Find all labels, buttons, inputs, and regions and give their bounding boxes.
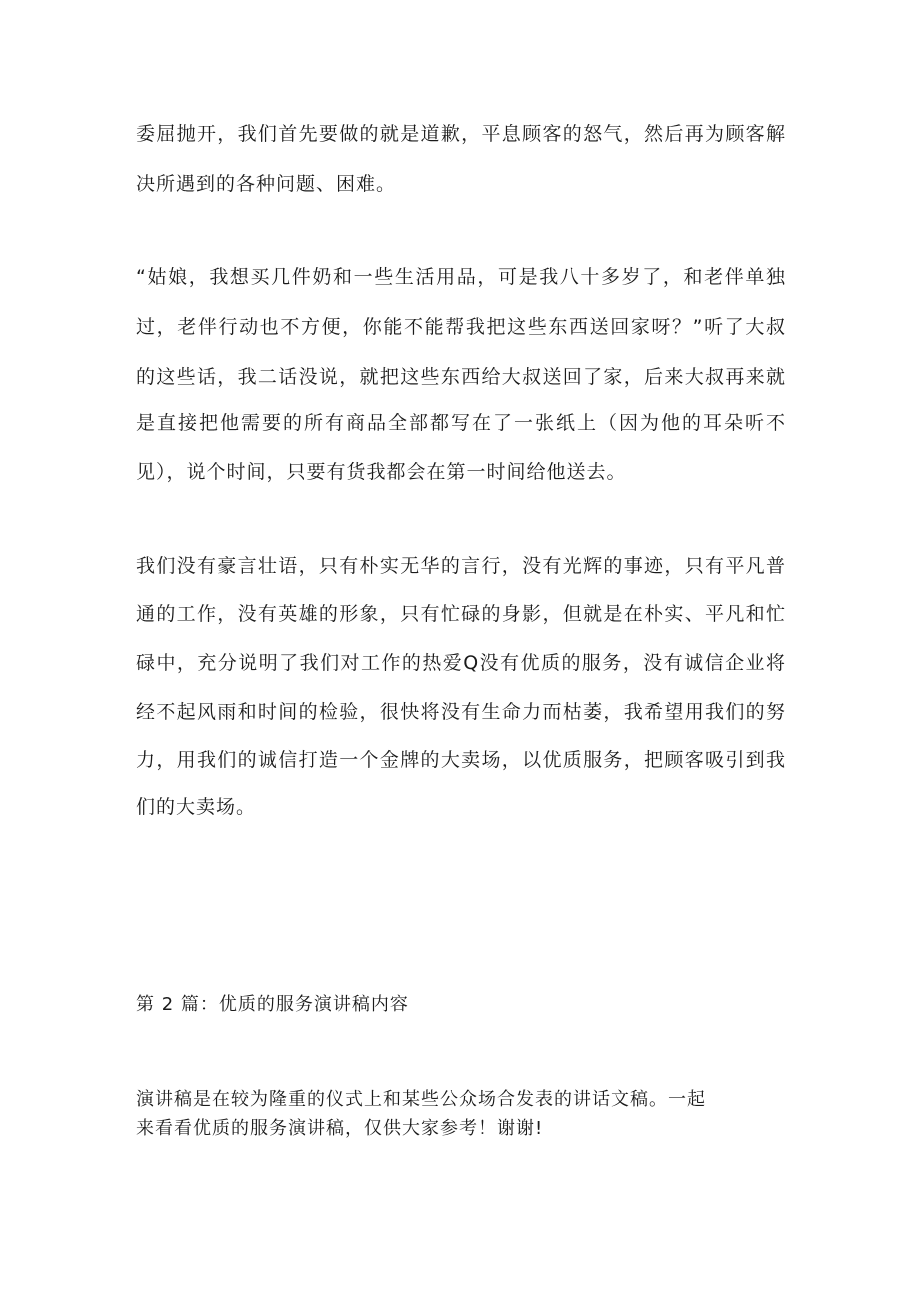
paragraph-line: 是直接把他需要的所有商品全部都写在了一张纸上（因为他的耳朵听不	[136, 412, 786, 434]
paragraph-line: 见），说个时间，只要有货我都会在第一时间给他送去。	[136, 461, 627, 483]
paragraph-line: 碌中，充分说明了我们对工作的热爱Q没有优质的服务，没有诚信企业将	[136, 652, 786, 674]
paragraph-line: 决所遇到的各种问题、困难。	[136, 173, 397, 195]
paragraph-line: 过，老伴行动也不方便，你能不能帮我把这些东西送回家呀？”听了大叔	[136, 316, 786, 338]
paragraph-line: “姑娘，我想买几件奶和一些生活用品，可是我八十多岁了，和老伴单独	[136, 266, 786, 288]
section-heading: 第 2 篇：优质的服务演讲稿内容	[136, 994, 409, 1015]
paragraph-line: 经不起风雨和时间的检验，很快将没有生命力而枯萎，我希望用我们的努	[136, 701, 786, 723]
paragraph-line: 力，用我们的诚信打造一个金牌的大卖场，以优质服务，把顾客吸引到我	[136, 749, 786, 771]
paragraph-line: 来看看优质的服务演讲稿，仅供大家参考！谢谢!	[136, 1118, 544, 1139]
paragraph-line: 们的大卖场。	[136, 796, 257, 818]
paragraph-line: 演讲稿是在较为隆重的仪式上和某些公众场合发表的讲话文稿。一起	[136, 1089, 706, 1110]
paragraph-line: 委屈抛开，我们首先要做的就是道歉，平息顾客的怒气，然后再为顾客解	[136, 123, 786, 145]
paragraph-line: 的这些话，我二话没说，就把这些东西给大叔送回了家，后来大叔再来就	[136, 366, 786, 388]
paragraph-line: 通的工作，没有英雄的形象，只有忙碌的身影，但就是在朴实、平凡和忙	[136, 603, 786, 625]
paragraph-line: 我们没有豪言壮语，只有朴实无华的言行，没有光辉的事迹，只有平凡普	[136, 555, 786, 577]
